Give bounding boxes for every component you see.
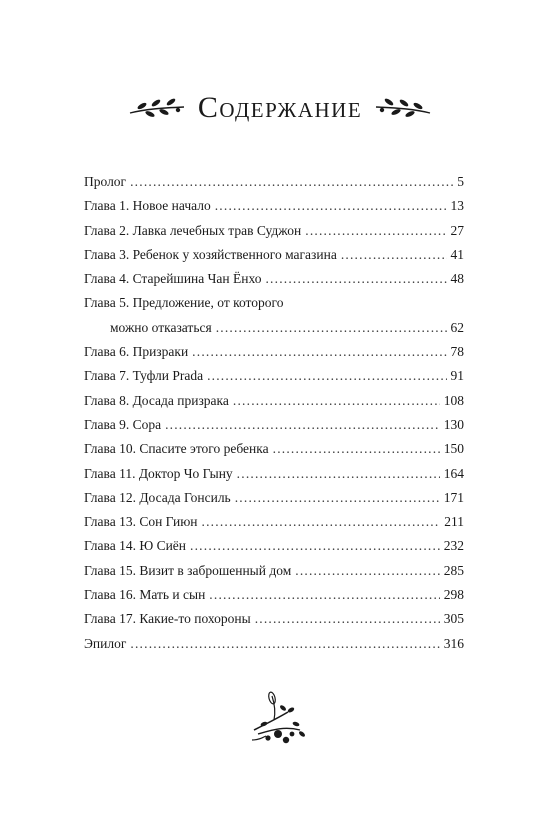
toc-entry[interactable] xyxy=(84,559,464,583)
toc-entry[interactable] xyxy=(84,486,464,510)
dot-leader xyxy=(273,437,440,461)
toc-entry[interactable] xyxy=(84,243,464,267)
olive-branch-left-icon xyxy=(128,95,186,121)
dot-leader xyxy=(215,194,447,218)
toc-entry-page: 48 xyxy=(450,271,464,287)
dot-leader xyxy=(237,462,440,486)
toc-entry-page: 285 xyxy=(443,562,464,578)
toc-entry[interactable] xyxy=(84,194,464,218)
dot-leader xyxy=(305,219,446,243)
dot-leader xyxy=(192,340,446,364)
dot-leader xyxy=(216,316,447,340)
toc-entry-page: 171 xyxy=(443,489,464,505)
toc-entry[interactable] xyxy=(84,389,464,413)
toc-entry-page: 13 xyxy=(450,198,464,214)
toc-entry-page: 41 xyxy=(450,246,464,262)
toc-entry-title: Глава 4. Старейшина Чан Ёнхо xyxy=(84,271,262,287)
toc-entry-title: Глава 1. Новое начало xyxy=(84,198,211,214)
toc-entry-title: Глава 15. Визит в заброшенный дом xyxy=(84,562,292,578)
toc-entry-page: 78 xyxy=(450,344,464,360)
toc-entry-title: Глава 9. Сора xyxy=(84,416,162,432)
toc-entry-continuation[interactable] xyxy=(84,316,464,340)
contents-heading xyxy=(0,84,560,132)
table-of-contents xyxy=(84,170,464,656)
toc-entry[interactable] xyxy=(84,340,464,364)
toc-entry[interactable] xyxy=(84,583,464,607)
toc-entry[interactable] xyxy=(84,534,464,558)
toc-entry-page: 150 xyxy=(443,441,464,457)
dot-leader xyxy=(207,364,446,388)
dot-leader xyxy=(130,170,453,194)
toc-entry-title: Глава 7. Туфли Prada xyxy=(84,368,204,384)
toc-entry[interactable] xyxy=(84,510,464,534)
dot-leader xyxy=(341,243,447,267)
dot-leader xyxy=(130,632,439,656)
toc-entry-page: 27 xyxy=(450,222,464,238)
toc-entry[interactable] xyxy=(84,291,464,315)
toc-entry-page: 298 xyxy=(443,587,464,603)
toc-entry-page: 130 xyxy=(443,416,464,432)
dot-leader xyxy=(233,389,440,413)
dot-leader xyxy=(209,583,439,607)
toc-entry-page: 108 xyxy=(443,392,464,408)
toc-entry[interactable] xyxy=(84,267,464,291)
toc-entry[interactable] xyxy=(84,437,464,461)
toc-entry-title: Глава 6. Призраки xyxy=(84,344,189,360)
toc-entry-title: Глава 3. Ребенок у хозяйственного магазина xyxy=(84,246,337,262)
dot-leader xyxy=(190,534,440,558)
dot-leader xyxy=(202,510,441,534)
toc-entry[interactable] xyxy=(84,632,464,656)
toc-entry-title: Глава 12. Досада Гонсиль xyxy=(84,489,231,505)
toc-entry[interactable] xyxy=(84,170,464,194)
toc-entry[interactable] xyxy=(84,462,464,486)
toc-entry-page: 316 xyxy=(443,635,464,651)
toc-entry-title: Глава 10. Спасите этого ребенка xyxy=(84,441,269,457)
toc-entry-title: Глава 11. Доктор Чо Гыну xyxy=(84,465,233,481)
olive-branch-right-icon xyxy=(374,95,432,121)
toc-entry-title: Глава 17. Какие-то похороны xyxy=(84,611,251,627)
herb-bouquet-icon xyxy=(244,690,316,748)
dot-leader xyxy=(265,267,446,291)
toc-entry[interactable] xyxy=(84,364,464,388)
toc-entry[interactable] xyxy=(84,219,464,243)
toc-entry-page: 305 xyxy=(443,611,464,627)
toc-entry-page: 232 xyxy=(443,538,464,554)
toc-entry-title: Эпилог xyxy=(84,635,127,651)
dot-leader xyxy=(235,486,440,510)
dot-leader xyxy=(165,413,440,437)
toc-entry[interactable] xyxy=(84,413,464,437)
toc-entry-page: 211 xyxy=(444,514,464,530)
dot-leader xyxy=(295,559,440,583)
toc-entry[interactable] xyxy=(84,607,464,631)
toc-entry-title: Пролог xyxy=(84,174,127,189)
toc-entry-page: 91 xyxy=(450,368,464,384)
toc-entry-title: Глава 5. Предложение, от которого xyxy=(84,295,284,311)
toc-entry-title: Глава 2. Лавка лечебных трав Суджон xyxy=(84,222,302,238)
toc-entry-page: 164 xyxy=(443,465,464,481)
toc-entry-page: 5 xyxy=(457,174,464,189)
toc-entry-title: Глава 16. Мать и сын xyxy=(84,587,206,603)
toc-entry-page: 62 xyxy=(450,319,464,335)
page-title: Содержание xyxy=(197,91,363,124)
toc-entry-title: Глава 8. Досада призрака xyxy=(84,392,229,408)
toc-entry-title: Глава 14. Ю Сиён xyxy=(84,538,187,554)
dot-leader xyxy=(255,607,440,631)
toc-entry-title: Глава 13. Сон Гиюн xyxy=(84,514,198,530)
toc-entry-title: можно отказаться xyxy=(110,319,212,335)
